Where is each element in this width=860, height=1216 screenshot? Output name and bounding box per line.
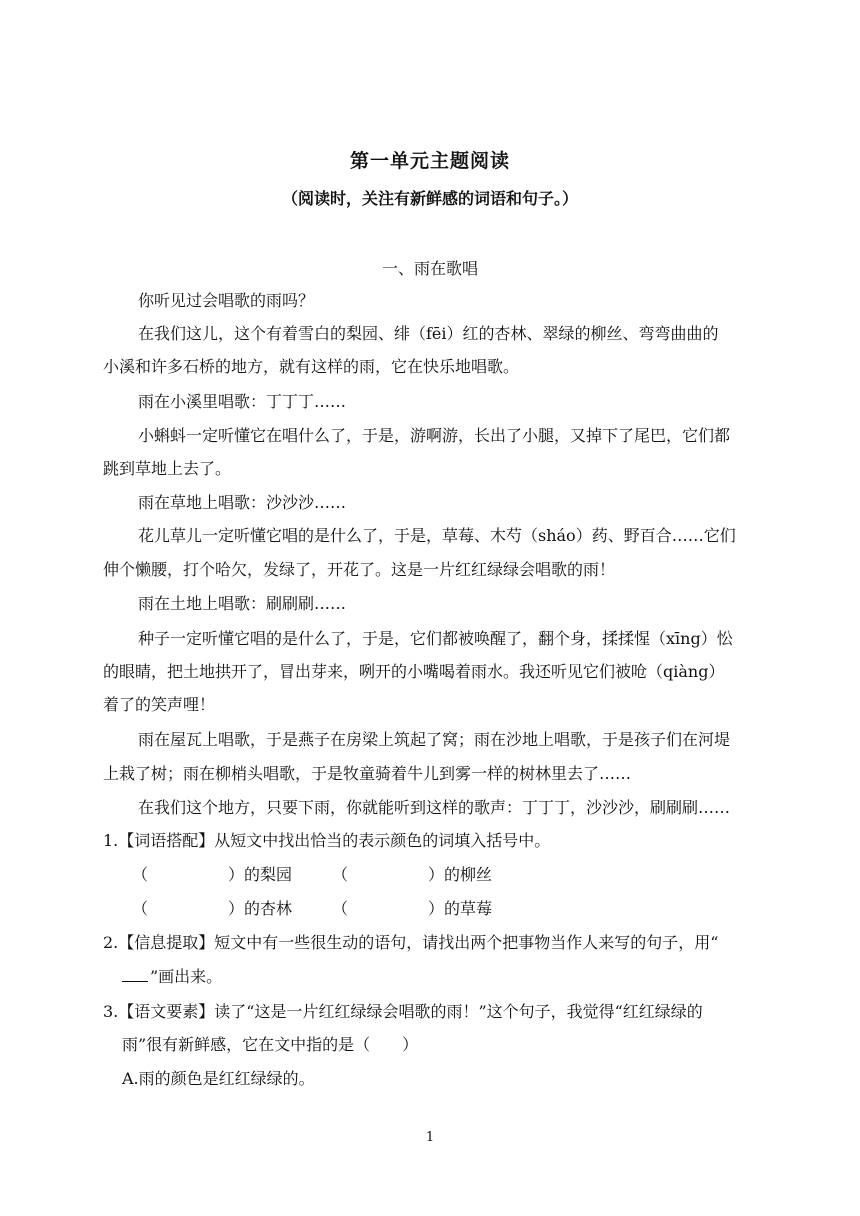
passage-line: 着了的笑声哩！: [103, 695, 216, 714]
question-1: 1.【词语搭配】从短文中找出恰当的表示颜色的词填入括号中。: [103, 831, 551, 850]
passage-line: 小蝌蚪一定听懂它在唱什么了，于是，游啊游，长出了小腿，又掉下了尾巴，它们都: [138, 426, 731, 445]
passage-line: 花儿草儿一定听懂它唱的是什么了，于是，草莓、木芍（sháo）药、野百合……它们: [138, 526, 736, 545]
passage-line: 小溪和许多石桥的地方，就有这样的雨，它在快乐地唱歌。: [103, 357, 520, 376]
passage-line: 雨在小溪里唱歌：丁丁丁……: [138, 392, 347, 411]
question-2-continued: ”画出来。: [122, 964, 222, 987]
question-3-continued: 雨”很有新鲜感，它在文中指的是（ ）: [122, 1035, 419, 1054]
passage-line: 在我们这个地方，只要下雨，你就能听到这样的歌声：丁丁丁，沙沙沙，刷刷刷……: [138, 798, 731, 817]
passage-line: 你听见过会唱歌的雨吗？: [138, 291, 315, 310]
passage-line: 在我们这儿，这个有着雪白的梨园、绯（fēi）红的杏林、翠绿的柳丝、弯弯曲曲的: [138, 324, 719, 343]
passage-line: 雨在屋瓦上唱歌，于是燕子在房梁上筑起了窝；雨在沙地上唱歌，于是孩子们在河堤: [138, 730, 731, 749]
question-2: 2.【信息提取】短文中有一些很生动的语句，请找出两个把事物当作人来写的句子，用“: [103, 933, 719, 952]
passage-line: 雨在草地上唱歌：沙沙沙……: [138, 493, 347, 512]
passage-line: 雨在土地上唱歌：刷刷刷……: [138, 594, 347, 613]
question-3: 3.【语文要素】读了“这是一片红红绿绿会唱歌的雨！”这个句子，我觉得“红红绿绿的: [103, 1002, 703, 1021]
passage-line: 种子一定听懂它唱的是什么了，于是，它们都被唤醒了，翻个身，揉揉惺（xīng）忪: [138, 629, 733, 648]
page-number: 1: [425, 1130, 435, 1145]
question-1-blanks-row-1: （ ）的梨园 （ ）的柳丝: [132, 865, 493, 884]
section-title: 一、雨在歌唱: [381, 259, 478, 278]
page-title: 第一单元主题阅读: [349, 150, 510, 172]
wavy-underline-sample: [122, 967, 148, 982]
question-3-option-a: A.雨的颜色是红红绿绿的。: [122, 1069, 315, 1088]
passage-line: 跳到草地上去了。: [103, 459, 232, 478]
page-subtitle: （阅读时，关注有新鲜感的词语和句子。）: [281, 189, 578, 208]
passage-line: 伸个懒腰，打个哈欠，发绿了，开花了。这是一片红红绿绿会唱歌的雨！: [103, 560, 616, 579]
passage-line: 上栽了树；雨在柳梢头唱歌，于是牧童骑着牛儿到雾一样的树林里去了……: [103, 764, 632, 783]
passage-line: 的眼睛，把土地拱开了，冒出芽来，咧开的小嘴喝着雨水。我还听见它们被呛（qiàng）: [103, 662, 725, 681]
question-1-blanks-row-2: （ ）的杏林 （ ）的草莓: [132, 899, 493, 918]
